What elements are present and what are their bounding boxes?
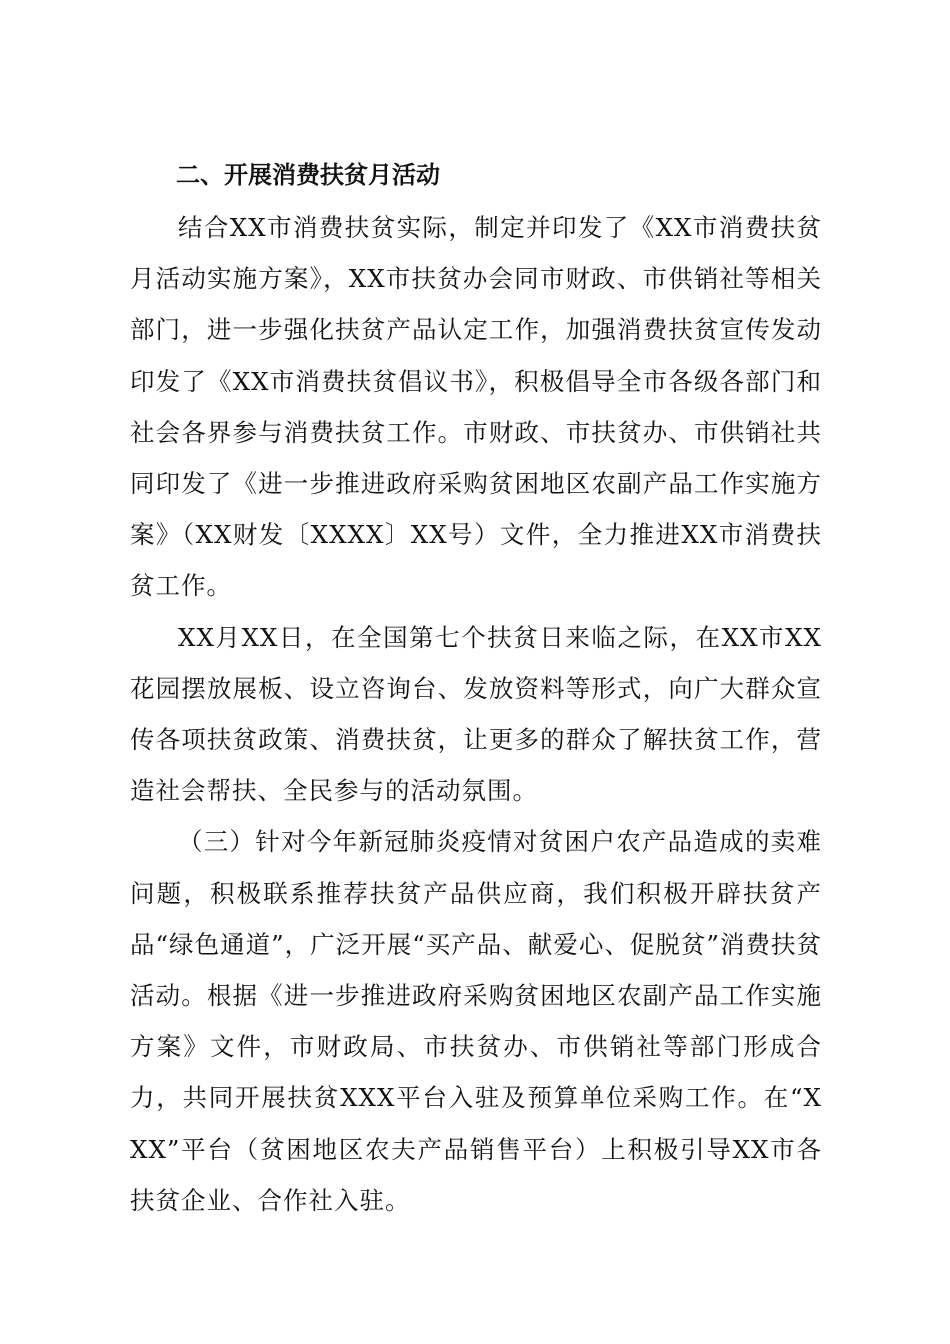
section-heading: 二、开展消费扶贫月活动 <box>176 161 440 189</box>
paragraph-green-channel: （三）针对今年新冠肺炎疫情对贫困户农产品造成的卖难问题，积极联系推荐扶贫产品供应商，我们积极开辟扶贫产品“绿色通道”，广泛开展“买产品、献爱心、促脱贫”消费扶贫活动。根据《进一步推进政府采购贫困地区农副产品工作实施方案》文件，市财政局、市扶贫办、市供销社等部门形成合力，共同开展扶贫XXX平台入驻及预算单位采购工作。在“XXX”平台（贫困地区农夫产品销售平台）上积极引导XX市各扶贫企业、合作社入驻。 <box>130 827 822 1215</box>
paragraph-consumption-plan: 结合XX市消费扶贫实际，制定并印发了《XX市消费扶贫月活动实施方案》，XX市扶贫办会同市财政、市供销社等相关部门，进一步强化扶贫产品认定工作，加强消费扶贫宣传发动印发了《XX市消费扶贫倡议书》，积极倡导全市各级各部门和社会各界参与消费扶贫工作。市财政、市扶贫办、市供销社共同印发了《进一步推进政府采购贫困地区农副产品工作实施方案》（XX财发〔XXXX〕XX号）文件，全力推进XX市消费扶贫工作。 <box>130 213 822 601</box>
paragraph-poverty-day-event: XX月XX日，在全国第七个扶贫日来临之际，在XX市XX花园摆放展板、设立咨询台、发放资料等形式，向广大群众宣传各项扶贫政策、消费扶贫，让更多的群众了解扶贫工作，营造社会帮扶、全民参与的活动氛围。 <box>130 622 822 806</box>
document-body <box>130 152 822 1226</box>
